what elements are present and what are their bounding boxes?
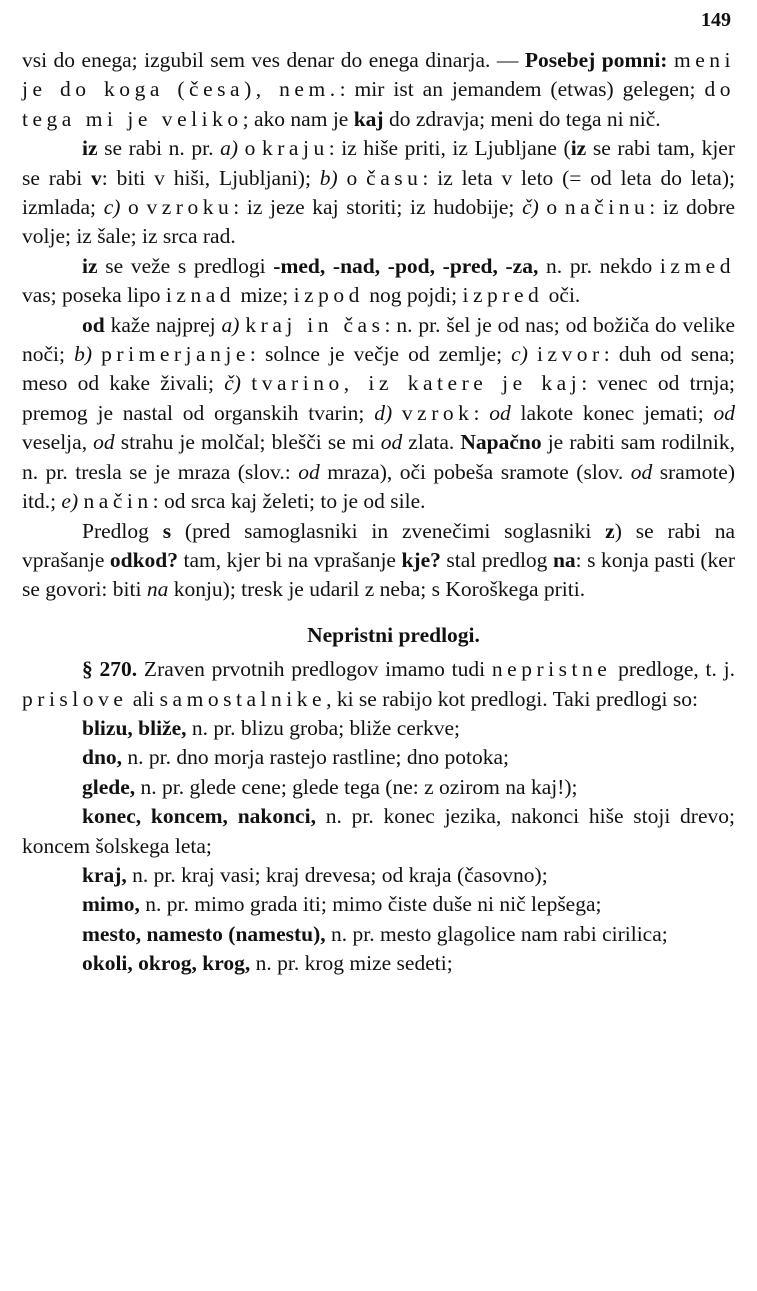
text-span: o	[120, 195, 147, 220]
text-span: do zdravja; meni do tega ni nič.	[383, 106, 661, 131]
list-item	[22, 920, 735, 949]
list-term: glede,	[82, 774, 136, 799]
text-span	[528, 342, 537, 366]
text-span: , ki se rabijo kot predlogi. Taki predlogi so:	[326, 686, 698, 711]
text-span: : iz hiše priti, iz Ljubljane (	[328, 136, 571, 161]
list-item	[22, 861, 735, 890]
bold-term: kaj	[353, 106, 384, 131]
enum-letter: c)	[511, 342, 528, 367]
text-span: ) se rabi na vprašanje	[22, 518, 735, 572]
text-span: (pred samoglasniki in zvenečimi soglasniki	[171, 518, 606, 543]
text-span: ali	[127, 686, 160, 711]
text-span: je rabiti sam rodilnik, n. pr. tresla se je mraza (slov.:	[22, 430, 736, 484]
enum-letter: d)	[374, 400, 393, 425]
list-item	[22, 714, 735, 743]
text-span: : venec od trnja; premog je nastal od organskih tvarin;	[22, 371, 735, 425]
text-span: o	[538, 195, 565, 220]
spaced-phrase: izvor	[536, 342, 604, 367]
list-text: n. pr. mimo grada iti; mimo čiste duše ni nič lepšega;	[139, 892, 602, 917]
list-item	[22, 802, 735, 861]
list-text: n. pr. glede cene; glede tega (ne: z ozirom na kaj!);	[135, 774, 578, 799]
spaced-phrase: iznad	[165, 283, 236, 308]
spaced-phrase: samostalnike	[159, 686, 327, 711]
text-span: : iz jeze kaj storiti; iz hudobije;	[233, 195, 523, 220]
list-text: n. pr. konec jezika, nakonci hiše stoji drevo; koncem šolskega leta;	[22, 804, 735, 858]
spaced-phrase: kraju	[261, 136, 329, 161]
spaced-phrase: vzrok	[401, 400, 474, 425]
paragraph-posebej-pomni	[22, 46, 735, 134]
bold-term: iz	[82, 136, 98, 161]
bold-term: z	[605, 518, 615, 543]
enum-letter: b)	[319, 165, 338, 190]
spaced-phrase: izpod	[293, 283, 364, 308]
list-text: n. pr. blizu groba; bliže cerkve;	[186, 715, 460, 740]
list-term: mimo,	[82, 892, 140, 917]
text-span: lakote konec jemati;	[510, 400, 714, 425]
list-term: kraj,	[82, 862, 127, 887]
italic-word: od	[630, 459, 653, 484]
text-span: : iz dobre volje; iz šale; iz srca rad.	[22, 195, 736, 249]
text-span: Zraven prvotnih predlogov imamo tudi	[137, 657, 492, 682]
text-span: strahu je molčal; blešči se mi	[114, 430, 381, 455]
text-span: veselja,	[22, 430, 94, 455]
italic-word: od	[489, 400, 511, 425]
paragraph-iz-compounds	[22, 252, 735, 311]
text-span: oči.	[543, 283, 581, 308]
text-span: mraza), oči pobeša sramote (slov.	[319, 459, 631, 484]
text-span: sramote) itd.;	[22, 459, 736, 514]
enum-letter: č)	[224, 371, 241, 396]
text-span: stal predlog	[440, 547, 553, 572]
text-span: konju); tresk je udaril z neba; s Koroškega priti.	[168, 577, 586, 602]
text-span: se veže s predlogi	[97, 253, 274, 278]
text-span: : n. pr. šel je od nas; od božiča do velike noči;	[22, 312, 735, 367]
text-span: :	[473, 400, 490, 425]
text-span: vsi do enega; izgubil sem ves denar do enega dinarja. —	[22, 48, 525, 72]
italic-word: od	[713, 400, 736, 425]
list-item	[22, 743, 735, 772]
list-text: n. pr. dno morja rastejo rastline; dno potoka;	[122, 745, 509, 770]
section-number: § 270.	[82, 657, 138, 682]
italic-word: od	[93, 430, 115, 455]
bold-term: od	[82, 312, 105, 337]
text-span	[92, 342, 101, 366]
text-span: kaže najprej	[104, 312, 222, 337]
enum-letter: b)	[74, 342, 93, 367]
spaced-phrase: izmed	[659, 253, 735, 278]
list-term: konec, koncem, nakonci,	[82, 804, 316, 829]
list-item	[22, 890, 735, 919]
spaced-phrase: tvarino, iz katere je kaj	[251, 371, 582, 396]
enum-letter: č)	[522, 195, 539, 220]
text-span: : iz leta v leto (= od leta do leta); izmlada;	[22, 165, 735, 220]
spaced-phrase: do tega mi je veliko	[22, 77, 735, 131]
spaced-phrase: vzroku	[146, 195, 234, 220]
preposition-list	[22, 714, 735, 979]
text-span: vas; poseka lipo	[22, 283, 166, 308]
text-span	[392, 401, 402, 425]
text-span: se rabi n. pr.	[97, 136, 221, 161]
spaced-phrase: meni je do koga (česa), nem.	[22, 48, 736, 102]
text-span: se rabi tam, kjer se rabi	[22, 136, 735, 190]
spaced-phrase: času	[366, 165, 423, 190]
spaced-phrase: primerjanje	[101, 342, 250, 367]
bold-term: v	[91, 165, 102, 190]
paragraph-iz	[22, 134, 735, 252]
italic-word: od	[298, 459, 320, 484]
text-span: o	[337, 165, 367, 190]
text-span: : biti v hiši, Ljubljani);	[101, 165, 320, 190]
bold-term: na	[552, 547, 576, 572]
list-text: n. pr. kraj vasi; kraj drevesa; od kraja (časovno);	[126, 862, 548, 887]
text-span: : mir ist an jemandem (etwas) gelegen;	[339, 77, 705, 102]
spaced-phrase: kraj in čas	[245, 312, 385, 337]
text-span: tam, kjer bi na vprašanje	[178, 547, 402, 572]
text-span: Predlog	[82, 518, 163, 543]
text-span: : od srca kaj želeti; to je od sile.	[152, 489, 426, 514]
text-span: predloge, t. j.	[611, 657, 735, 682]
bold-term: -med, -nad, -pod, -pred, -za,	[273, 253, 539, 278]
bold-term: iz	[82, 253, 98, 278]
paragraph-od	[22, 311, 735, 517]
list-text: n. pr. krog mize sedeti;	[250, 951, 453, 976]
spaced-phrase: izpred	[462, 283, 544, 308]
enum-letter: a)	[221, 312, 240, 337]
text-span	[241, 371, 251, 395]
list-term: blizu, bliže,	[82, 715, 187, 740]
text-span: zlata.	[402, 430, 461, 455]
bold-term: s	[162, 518, 172, 543]
list-term: mesto, namesto (namestu),	[82, 921, 326, 946]
list-term: okoli, okrog, krog,	[82, 951, 251, 976]
text-span: n. pr. nekdo	[538, 253, 660, 278]
enum-letter: e)	[61, 489, 79, 514]
enum-letter: a)	[220, 136, 238, 161]
bold-term: kje?	[401, 547, 441, 572]
spaced-phrase: načinu	[564, 195, 650, 220]
spaced-phrase: način	[83, 489, 153, 514]
section-heading: Nepristni predlogi.	[307, 622, 480, 647]
bold-term: iz	[570, 136, 587, 161]
text-span: : s konja pasti (ker se govori: biti	[22, 547, 735, 602]
bold-term: odkod?	[109, 547, 179, 572]
italic-word: na	[146, 577, 169, 602]
bold-term: Napačno	[460, 430, 542, 455]
paragraph-section-270	[22, 655, 735, 714]
paragraph-predlog-s	[22, 517, 735, 605]
text-span: : solnce je večje od zemlje;	[249, 342, 512, 367]
list-text: n. pr. mesto glagolice nam rabi cirilica;	[325, 921, 668, 946]
text-span: : duh od sena; meso od kake živali;	[22, 342, 735, 396]
page-number: 149	[701, 9, 731, 31]
enum-letter: c)	[103, 195, 121, 220]
spaced-phrase: nepristne	[491, 657, 612, 682]
list-item	[22, 773, 735, 802]
text-span: nog pojdi;	[363, 283, 463, 308]
list-item	[22, 949, 735, 978]
italic-word: od	[380, 430, 403, 455]
list-term: dno,	[82, 745, 123, 770]
spaced-phrase: prislove	[22, 686, 128, 711]
bold-term: Posebej pomni:	[524, 48, 668, 72]
text-span: mize;	[235, 283, 294, 308]
text-span: ; ako nam je	[242, 106, 354, 131]
text-span: o	[238, 136, 262, 161]
